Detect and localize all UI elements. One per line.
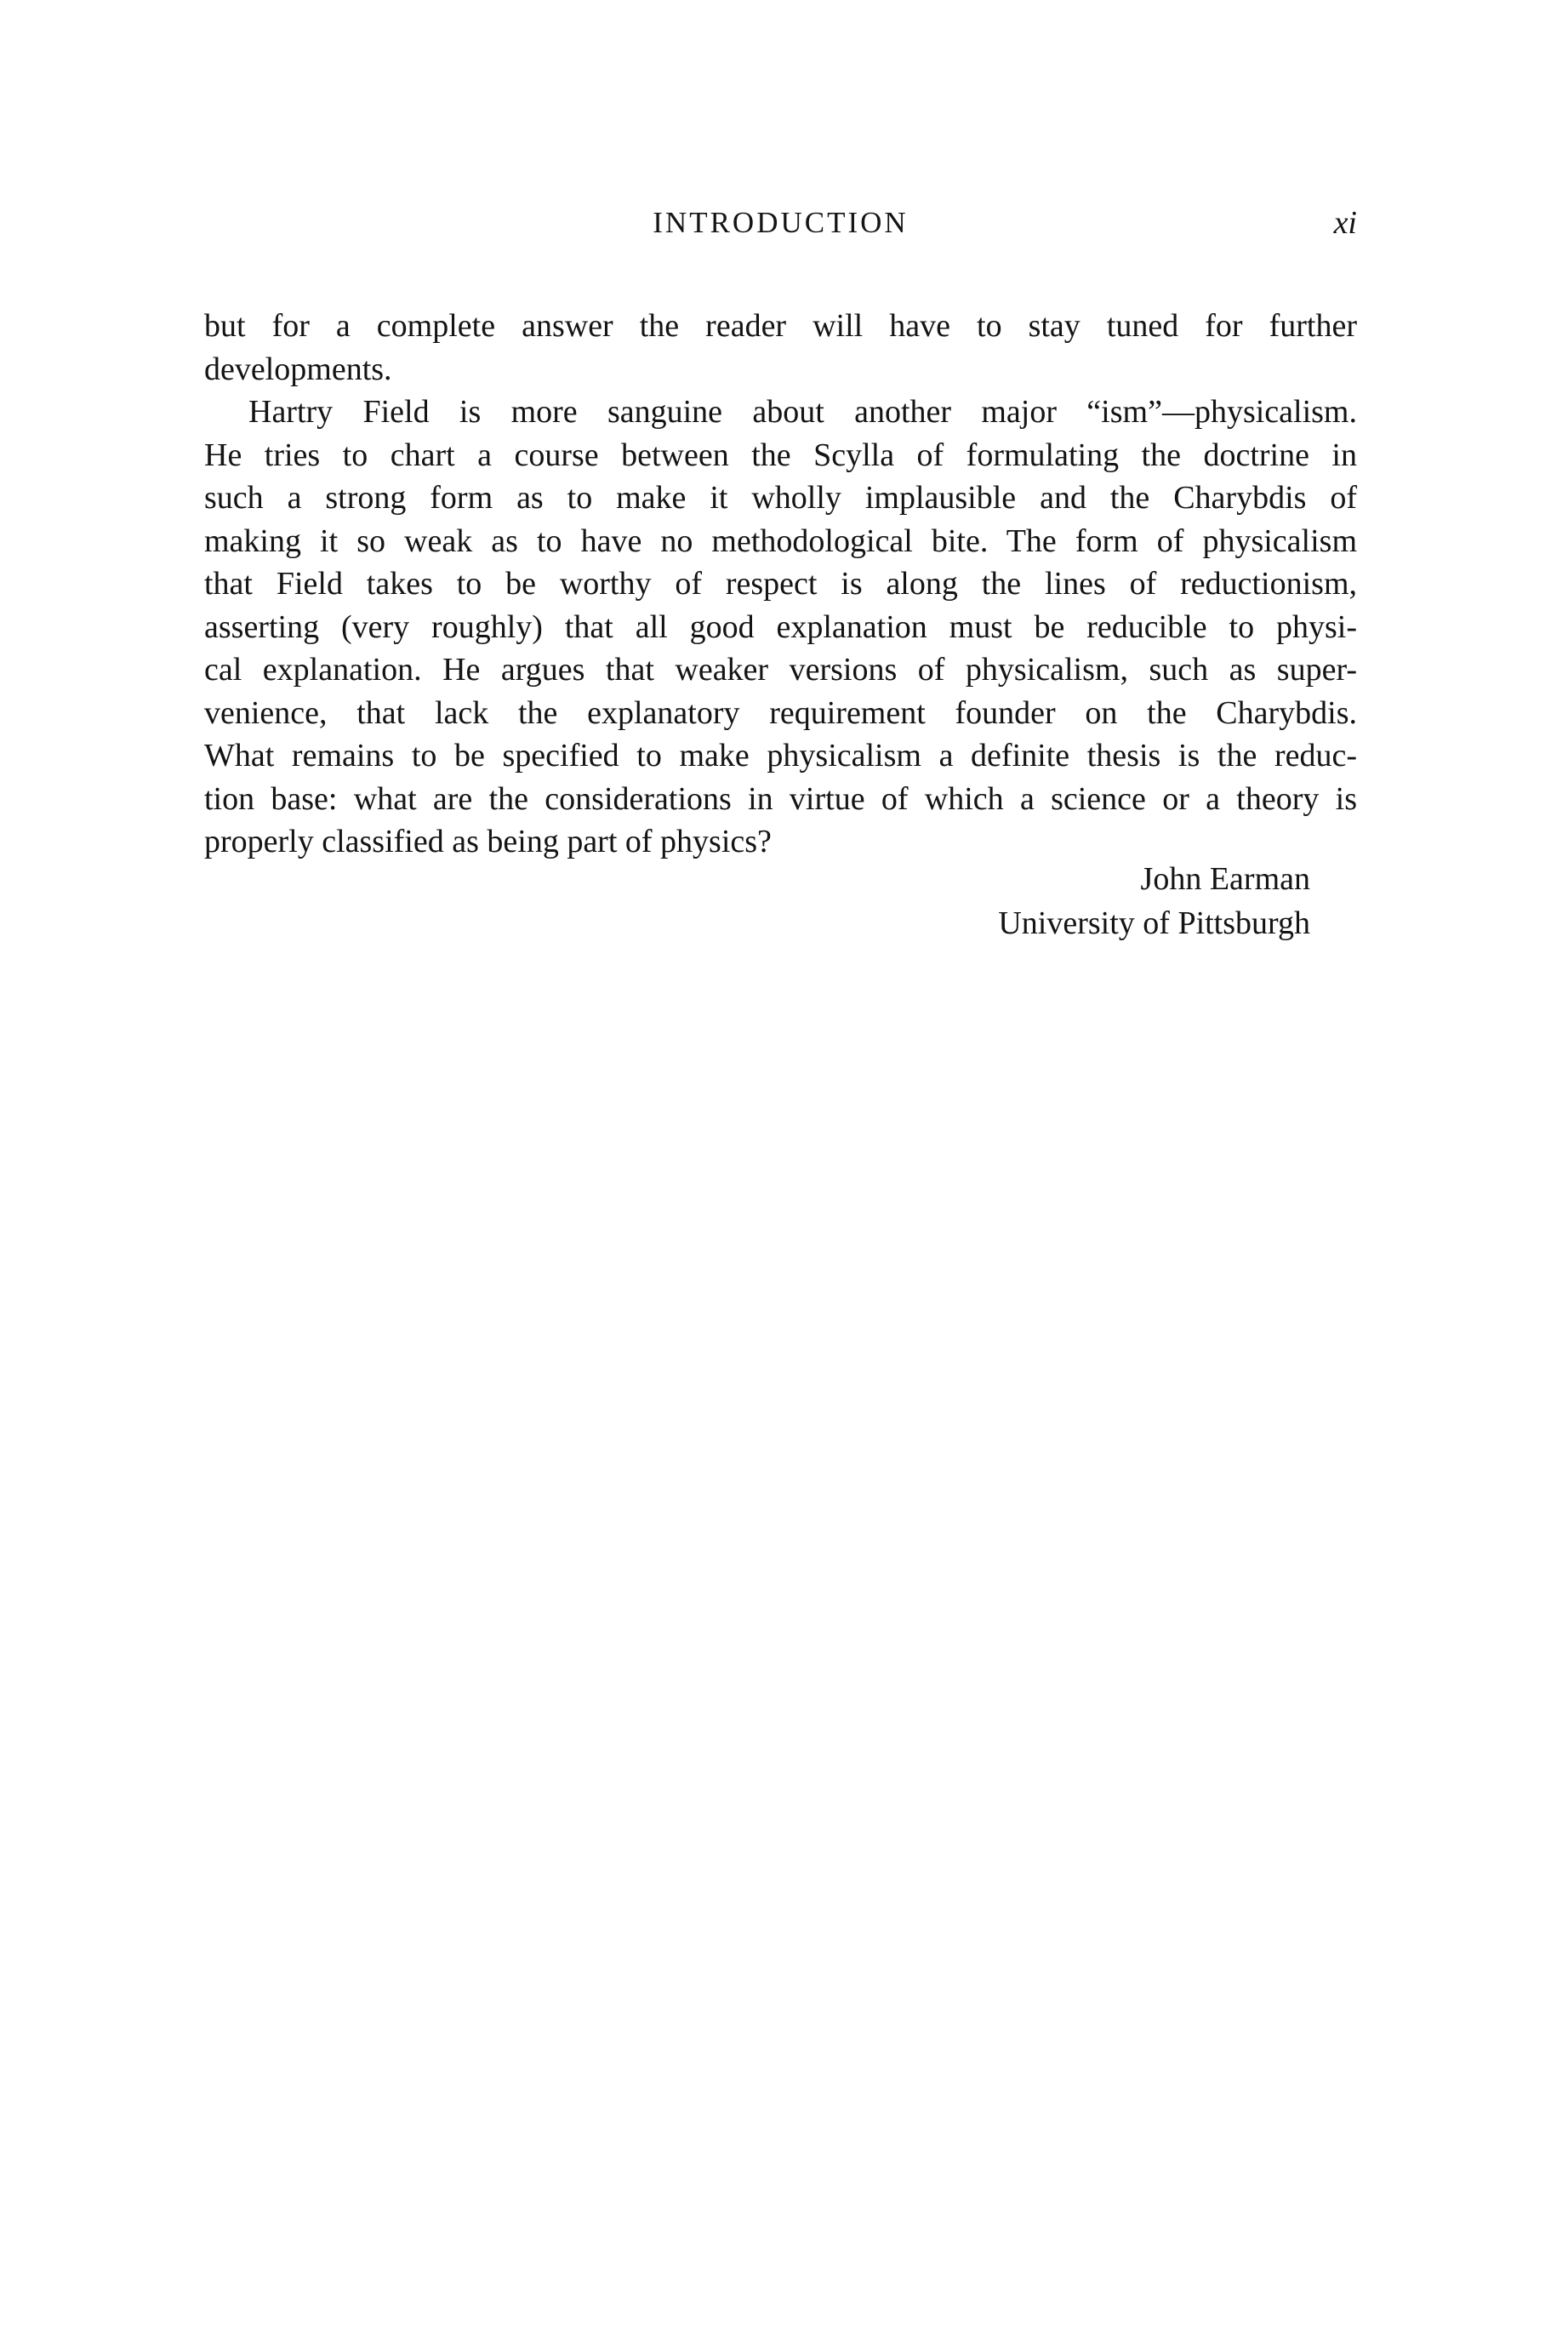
text-line: properly classified as being part of physics?: [204, 824, 772, 859]
running-head: [204, 201, 1357, 245]
text-line: that Field takes to be worthy of respect is along the lines of reductionism,: [204, 566, 1357, 602]
text-line: He tries to chart a course between the Scylla of formulating the doctrine in: [204, 437, 1357, 473]
body-text: [204, 305, 1357, 864]
text-line: tion base: what are the considerations in virtue of which a science or a theory is: [204, 780, 1357, 817]
text-line: developments.: [204, 351, 392, 387]
text-line: such a strong form as to make it wholly implausible and the Charybdis of: [204, 480, 1357, 516]
text-line: asserting (very roughly) that all good explanation must be reducible to physi-: [204, 608, 1357, 645]
text-line: Hartry Field is more sanguine about another major “ism”—physicalism.: [248, 394, 1357, 430]
page-number: xi: [1333, 205, 1357, 241]
author-name: John Earman: [1140, 861, 1310, 897]
text-line: cal explanation. He argues that weaker versions of physicalism, such as super-: [204, 652, 1357, 688]
author-affiliation: University of Pittsburgh: [998, 905, 1310, 941]
running-title: INTRODUCTION: [653, 206, 909, 239]
paragraph-2: [204, 391, 1357, 864]
text-line: but for a complete answer the reader will have to stay tuned for further: [204, 308, 1357, 344]
text-line: What remains to be specified to make physicalism a definite thesis is the reduc-: [204, 738, 1357, 774]
text-line: making it so weak as to have no methodological bite. The form of physicalism: [204, 522, 1357, 559]
signature-block: [851, 857, 1310, 945]
paragraph-1: [204, 305, 1357, 391]
text-line: venience, that lack the explanatory requirement founder on the Charybdis.: [204, 694, 1357, 731]
